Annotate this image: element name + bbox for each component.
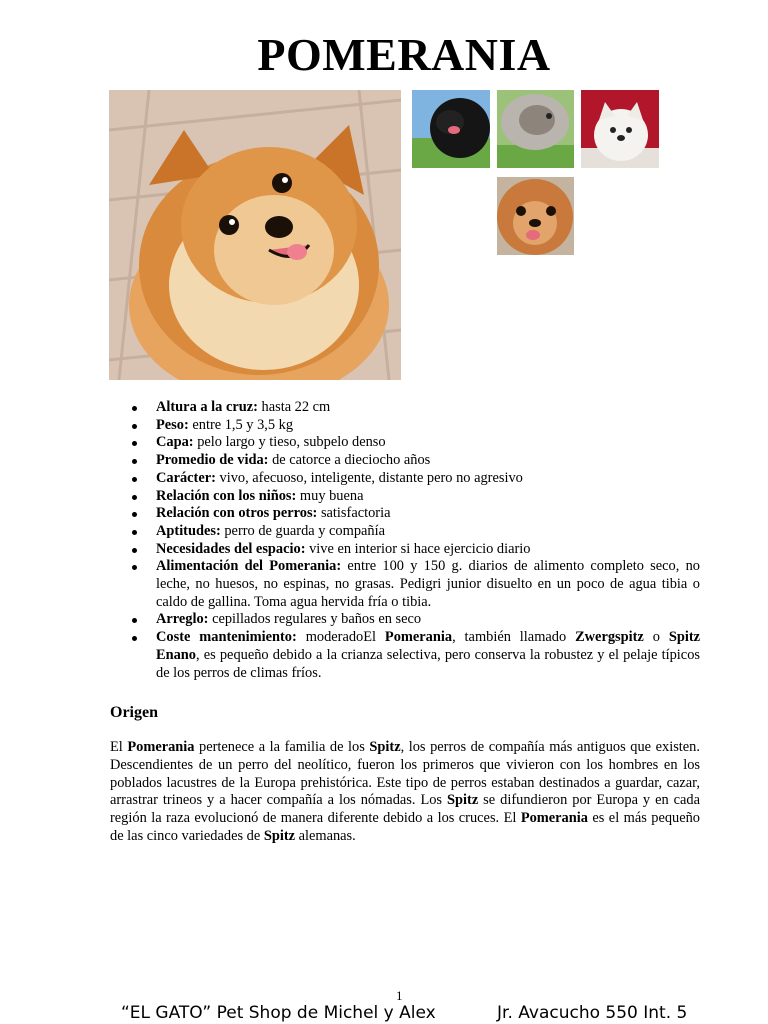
page-number: 1 [396,988,403,1003]
list-item: Promedio de vida: de catorce a dieciocho años [110,452,700,470]
list-item: Arreglo: cepillados regulares y baños en seco [110,611,700,629]
fact-list [110,399,700,682]
list-item: Carácter: vivo, afecuoso, inteligente, distante pero no agresivo [110,470,700,488]
list-item: Coste mantenimiento: moderadoEl Pomerania, también llamado Zwergspitz o Spitz Enano, es pequeño debido a la crianza selectiva, pero conserva la robustez y el pelaje típicos de los perros de climas fríos. [110,629,700,682]
list-item: Alimentación del Pomerania: entre 100 y 150 g. diarios de alimento completo seco, no leche, no huesos, no espinas, no grasas. Pedigri junior disuelto en un poco de agua tibia o caldo de gallina. Toma agua hervida fría o tibia. [110,558,700,611]
list-item: Aptitudes: perro de guarda y compañía [110,523,700,541]
page-title: POMERANIA [257,29,551,80]
section-heading-origen: Origen [110,704,158,721]
list-item: Relación con los niños: muy buena [110,488,700,506]
list-item: Altura a la cruz: hasta 22 cm [110,399,700,417]
footer-shop-name: “EL GATO” Pet Shop de Michel y Alex [121,1003,436,1023]
list-item: Capa: pelo largo y tieso, subpelo denso [110,434,700,452]
thumb-black-pomeranian [412,90,490,168]
origin-paragraph: El Pomerania pertenece a la familia de los Spitz, los perros de compañía más antiguos que existen. Descendientes de un perro del neolítico, fueron los primeros que vivieron con los hombres en los poblados lacustres de la Europa prehistórica. Este tipo de perros estaban destinados a guardar, cazar, arrastrar trineos y a hacer compañía a los nómadas. Los Spitz se difundieron por Europa y en cada región la raza evolucionó de manera diferente debido a los cruces. El Pomerania es el más pequeño de las cinco variedades de Spitz alemanas. [110,739,701,844]
thumb-white-pomeranian [581,90,659,168]
main-photo [109,90,401,380]
list-item: Relación con otros perros: satisfactoria [110,505,700,523]
list-item: Necesidades del espacio: vive en interior si hace ejercicio diario [110,541,700,559]
list-item: Peso: entre 1,5 y 3,5 kg [110,417,700,435]
thumb-orange-face [497,177,574,255]
thumb-grey-pomeranian [497,90,574,168]
footer-address: Jr. Avacucho 550 Int. 5 [497,1003,688,1023]
